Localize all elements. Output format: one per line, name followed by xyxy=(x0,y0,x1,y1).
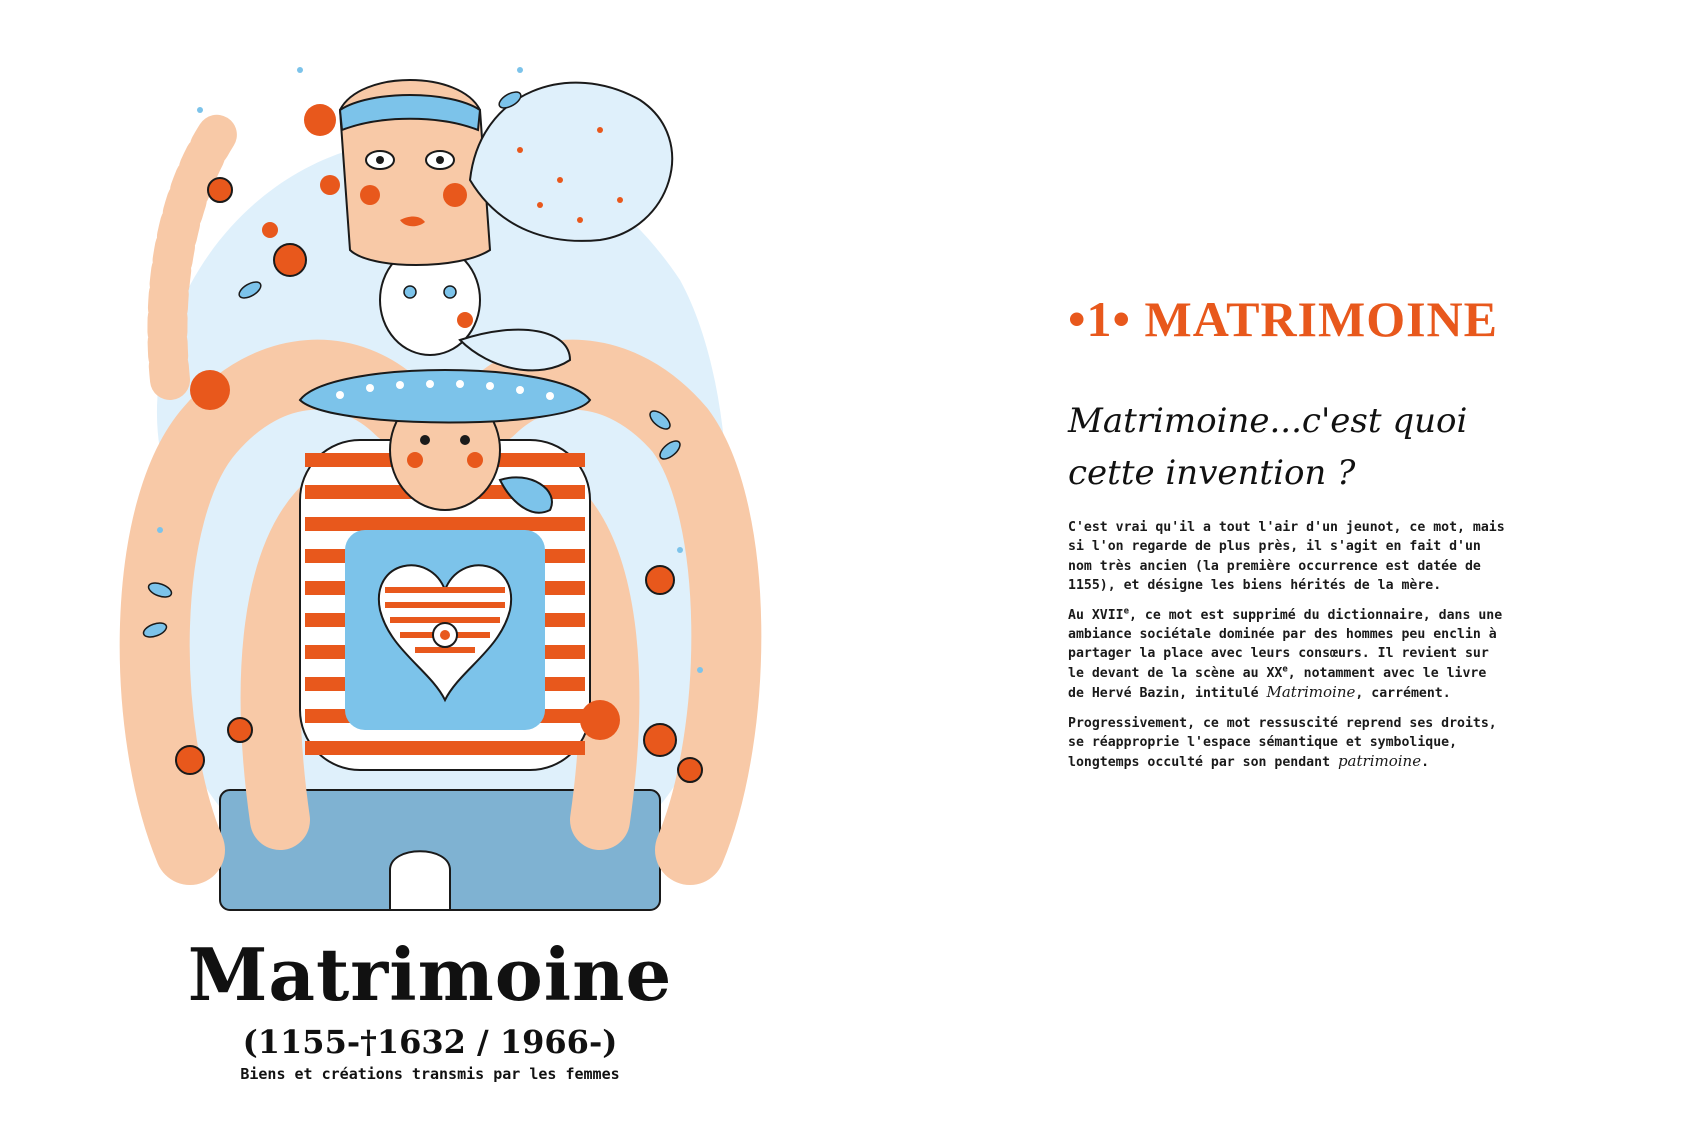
body-text xyxy=(1068,518,1508,783)
patrimoine-word: patrimoine xyxy=(1337,752,1422,771)
paragraph-3: Progressivement, ce mot ressuscité reprend ses droits, se réapproprie l'espace sémantique et symbolique, longtemps occulté par son pendant patrimoine. xyxy=(1068,715,1497,771)
section-question: Matrimoine...c'est quoi cette invention ? xyxy=(1068,401,1468,493)
chapter-heading: •1• MATRIMOINE xyxy=(1068,291,1499,347)
book-title: Matrimoine xyxy=(1266,683,1356,702)
illustration-title: Matrimoine xyxy=(187,932,673,1017)
paragraph-1: C'est vrai qu'il a tout l'air d'un jeunot, ce mot, mais si l'on regarde de plus près, il s'agit en fait d'un nom très ancien (la première occurrence est datée de 1155), et désigne les biens hérités de la mère. xyxy=(1068,520,1505,594)
illustration-subtitle: Biens et créations transmis par les femmes xyxy=(240,1065,620,1083)
paragraph-2: Au XVIIe, ce mot est supprimé du dictionnaire, dans une ambiance sociétale dominée par des hommes peu enclin à partager la place avec leurs consœurs. Il revient sur le devant de la scène au XXe, notamment avec le livre de Hervé Bazin, intitulé Matrimoine, carrément. xyxy=(1068,606,1503,702)
illustration-dates: (1155-†1632 / 1966-) xyxy=(242,1023,618,1061)
matrimoine-illustration xyxy=(100,30,780,930)
